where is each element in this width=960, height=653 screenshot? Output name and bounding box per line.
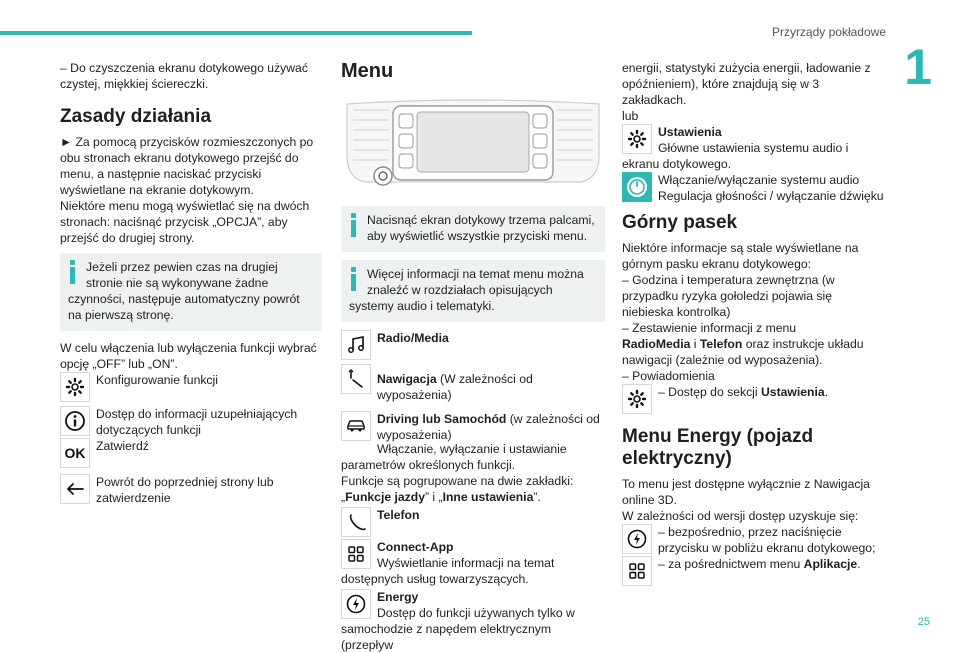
info-more-text: Więcej informacji na temat menu można znaleźć w rozdziałach opisujących systemy audio i telematyki. xyxy=(349,267,584,313)
menu-item-connect xyxy=(341,539,605,587)
settings-desc: Główne ustawienia systemu audio i ekranu dotykowego. xyxy=(622,141,849,171)
menu-item-phone xyxy=(341,507,605,539)
info-icon xyxy=(68,260,78,284)
energy-opt-2: – za pośrednictwem menu xyxy=(658,557,804,571)
connect-title: Connect-App xyxy=(377,540,454,554)
radio-title: Radio/Media xyxy=(377,331,449,345)
page-header-title: Przyrządy pokładowe xyxy=(771,25,886,39)
info-box-timeout xyxy=(60,253,322,331)
settings-gear-icon xyxy=(622,384,652,414)
energy-intro: To menu jest dostępne wyłącznie z Nawigacja online 3D. xyxy=(622,477,870,507)
menu-item-navigation xyxy=(341,364,605,403)
apps-grid-icon xyxy=(341,539,371,569)
ok-icon: OK xyxy=(60,438,90,468)
energy-access: W zależności od wersji dostęp uzyskuje się: xyxy=(622,509,859,523)
power-line-2: Regulacja głośności / wyłączanie dźwięku xyxy=(658,189,884,203)
func-confirm-text: Zatwierdź xyxy=(96,439,149,453)
func-item xyxy=(60,474,322,506)
notif-bold: Ustawienia xyxy=(760,385,825,399)
chapter-number: 1 xyxy=(904,39,932,95)
energy-title: Energy xyxy=(377,590,419,604)
topbar-item-2-detail: RadioMedia i Telefon oraz instrukcje układu nawigacji (zależnie od wyposażenia). xyxy=(622,337,864,367)
column-2 xyxy=(341,60,605,653)
column-3 xyxy=(622,60,884,588)
energy-bolt-icon xyxy=(341,589,371,619)
topbar-item-2: – Zestawienie informacji z menu xyxy=(622,321,797,335)
func-info-text: Dostęp do informacji uzupełniających dotyczących funkcji xyxy=(96,407,298,437)
notif-text: – Dostęp do sekcji xyxy=(658,385,761,399)
menu-item-radio xyxy=(341,330,605,362)
music-note-icon xyxy=(341,330,371,360)
info-box-more xyxy=(341,260,605,322)
heading-gorny-pasek: Górny pasek xyxy=(622,212,738,233)
touchscreen-illustration xyxy=(341,98,605,194)
power-line-1: Włączanie/wyłączanie systemu audio xyxy=(658,173,860,187)
energy-desc: Dostęp do funkcji używanych tylko w samochodzie z napędem elektrycznym (przepływ xyxy=(341,606,575,652)
info-three-fingers-text: Nacisnąć ekran dotykowy trzema palcami, aby wyświetlić wszystkie przyciski menu. xyxy=(367,213,595,243)
power-item xyxy=(622,172,884,204)
func-item xyxy=(60,438,322,470)
or-text: lub xyxy=(622,109,639,123)
topbar-item-1: – Godzina i temperatura zewnętrzna (w przypadku ryzyka gołoledzi pojawia się niebieska kontrolka) xyxy=(622,273,835,319)
para-navigation: ► Za pomocą przycisków rozmieszczonych po obu stronach ekranu dotykowego przejść do menu, a następnie naciskać przyciski wyświetlane na ekranie dotykowym. xyxy=(60,135,314,197)
notifications-item: – Dostęp do sekcji Ustawienia. xyxy=(622,384,884,416)
topbar-item-3: – Powiadomienia xyxy=(622,369,715,383)
driving-title: Driving lub Samochód xyxy=(377,412,507,426)
column-1 xyxy=(60,60,322,506)
func-configure-text: Konfigurowanie funkcji xyxy=(96,373,218,387)
heading-menu: Menu xyxy=(341,60,394,82)
menu-item-settings xyxy=(622,124,884,172)
settings-title: Ustawienia xyxy=(658,125,722,139)
driving-suffix: (w zależności od wyposażenia) xyxy=(377,412,600,442)
info-timeout-text: Jeżeli przez pewien czas na drugiej stronie nie są wykonywane żadne czynności, następuje automatyczny powrót na pierwszą stronę. xyxy=(68,260,300,322)
page-number: 25 xyxy=(917,616,930,628)
energy-opt-1: – bezpośrednio, przez naciśnięcie przycisku w pobliżu ekranu dotykowego; xyxy=(658,525,876,555)
connect-desc: Wyświetlanie informacji na temat dostępnych usług towarzyszących. xyxy=(341,556,555,586)
nav-suffix: (W zależności od wyposażenia) xyxy=(377,372,533,402)
energy-desc-cont: energii, statystyki zużycia energii, ładowanie z opóźnieniem), które znajdują się w 3 zakładkach. xyxy=(622,61,871,107)
func-back-text: Powrót do poprzedniej strony lub zatwierdzenie xyxy=(96,475,274,505)
func-item xyxy=(60,372,322,404)
car-icon xyxy=(341,411,371,441)
para-opcja: Niektóre menu mogą wyświetlać się na dwóch stronach: naciśnąć przycisk „OPCJA”, aby przejść do drugiej strony. xyxy=(60,199,310,245)
phone-title: Telefon xyxy=(377,508,420,522)
func-item xyxy=(60,406,322,438)
navigation-icon xyxy=(341,364,371,394)
phone-icon xyxy=(341,507,371,537)
menu-item-driving xyxy=(341,411,605,443)
info-circle-icon xyxy=(60,406,90,436)
driving-desc-2: Funkcje są pogrupowane na dwie zakładki: „Funkcje jazdy” i „Inne ustawienia”. xyxy=(341,474,574,504)
header-accent-bar xyxy=(0,31,472,35)
settings-gear-icon xyxy=(622,124,652,154)
energy-opt-2-bold: Aplikacje xyxy=(803,557,858,571)
info-box-three-fingers xyxy=(341,206,605,252)
driving-desc-1: Włączanie, wyłączanie i ustawianie parametrów określonych funkcji. xyxy=(341,442,567,472)
energy-option-apps: – za pośrednictwem menu Aplikacje. xyxy=(622,556,884,588)
info-icon xyxy=(349,213,359,237)
power-knob-icon xyxy=(622,172,652,202)
energy-option-direct xyxy=(622,524,884,556)
apps-grid-icon xyxy=(622,556,652,586)
nav-title: Nawigacja xyxy=(377,372,437,386)
info-icon xyxy=(349,267,359,291)
topbar-intro: Niektóre informacje są stale wyświetlane na górnym pasku ekranu dotykowego: xyxy=(622,241,859,271)
arrow-left-icon xyxy=(60,474,90,504)
energy-bolt-icon xyxy=(622,524,652,554)
heading-menu-energy: Menu Energy (pojazd elektryczny) xyxy=(622,426,814,469)
cleaning-note: – Do czyszczenia ekranu dotykowego używać czystej, miękkiej ściereczki. xyxy=(60,61,308,91)
para-on-off: W celu włączenia lub wyłączenia funkcji wybrać opcję „OFF” lub „ON”. xyxy=(60,341,317,371)
menu-item-energy xyxy=(341,589,605,653)
settings-gear-icon xyxy=(60,372,90,402)
heading-zasady: Zasady działania xyxy=(60,106,212,127)
